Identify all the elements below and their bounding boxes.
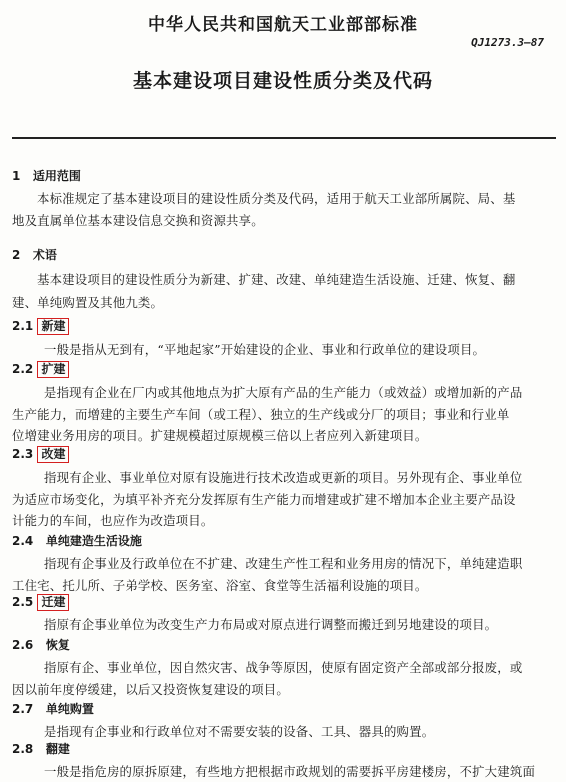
paragraph-line: 因以前年度停缓建，以后又投资恢复建设的项目。	[12, 682, 289, 697]
subsection-number: 2.7	[12, 702, 34, 716]
subsection-number: 2.8	[12, 742, 34, 756]
paragraph-line: 本标准规定了基本建设项目的建设性质分类及代码，适用于航天工业部所属院、局、基	[37, 191, 516, 206]
subsection-2-6-heading	[12, 636, 70, 653]
highlighted-term: 改建	[37, 446, 69, 463]
standard-organization: 中华人民共和国航天工业部部标准	[148, 15, 418, 35]
paragraph-line: 指现有企事业及行政单位在不扩建、改建生产性工程和业务用房的情况下，单纯建造职	[44, 556, 523, 571]
title-divider	[12, 137, 556, 139]
subsection-number: 2.5	[12, 595, 34, 609]
paragraph-line: 工住宅、托儿所、子弟学校、医务室、浴室、食堂等生活福利设施的项目。	[12, 578, 428, 593]
subsection-2-8-heading	[12, 740, 70, 757]
subsection-number: 2.4	[12, 534, 34, 548]
highlighted-term: 扩建	[37, 361, 69, 378]
subsection-2-5-heading	[12, 594, 69, 611]
section-number: 1	[12, 169, 21, 183]
subsection-number: 2.6	[12, 638, 34, 652]
paragraph-line: 为适应市场变化，为填平补齐充分发挥原有生产能力而增建或扩建不增加本企业主要产品设	[12, 492, 516, 507]
paragraph-line: 一般是指危房的原拆原建，有些地方把根据市政规划的需要拆平房建楼房，不扩大建筑面	[44, 764, 536, 779]
paragraph-line: 基本建设项目的建设性质分为新建、扩建、改建、单纯建造生活设施、迁建、恢复、翻	[37, 272, 516, 287]
highlighted-term: 迁建	[37, 594, 69, 611]
section-number: 2	[12, 248, 21, 262]
paragraph-line: 指现有企业、事业单位对原有设施进行技术改造或更新的项目。另外现有企、事业单位	[44, 470, 523, 485]
paragraph-line: 是指现有企业在厂内或其他地点为扩大原有产品的生产能力（或效益）或增加新的产品	[44, 385, 523, 400]
paragraph-line: 位增建业务用房的项目。扩建规模超过原规模三倍以上者应列入新建项目。	[12, 428, 428, 443]
paragraph-line: 地及直属单位基本建设信息交换和资源共享。	[12, 213, 264, 228]
document-title: 基本建设项目建设性质分类及代码	[132, 70, 433, 92]
highlighted-term: 新建	[37, 318, 69, 335]
section-title: 术语	[32, 248, 57, 262]
section-1-heading	[12, 167, 81, 184]
subsection-number: 2.1	[12, 319, 34, 333]
subsection-term: 单纯购置	[45, 702, 94, 716]
subsection-2-1-heading	[12, 318, 69, 335]
section-title: 适用范围	[32, 169, 81, 183]
subsection-2-3-heading	[12, 446, 69, 463]
subsection-number: 2.2	[12, 362, 34, 376]
subsection-term: 翻建	[45, 742, 70, 756]
subsection-term: 恢复	[45, 638, 70, 652]
subsection-2-7-heading	[12, 700, 94, 717]
paragraph-line: 是指现有企事业和行政单位对不需要安装的设备、工具、器具的购置。	[44, 724, 435, 739]
subsection-number: 2.3	[12, 447, 34, 461]
subsection-2-2-heading	[12, 361, 69, 378]
subsection-2-4-heading	[12, 532, 142, 549]
section-2-heading	[12, 246, 57, 263]
paragraph-line: 建、单纯购置及其他九类。	[12, 295, 164, 310]
paragraph-line: 计能力的车间，也应作为改造项目。	[12, 513, 214, 528]
paragraph-line: 指原有企、事业单位，因自然灾害、战争等原因，使原有固定资产全部或部分报废，或	[44, 660, 523, 675]
paragraph-line: 生产能力，而增建的主要生产车间（或工程）、独立的生产线或分厂的项目；事业和行业单	[12, 407, 510, 422]
paragraph-line: 指原有企事业单位为改变生产力布局或对原点进行调整而搬迁到另地建设的项目。	[44, 617, 498, 632]
subsection-term: 单纯建造生活设施	[45, 534, 142, 548]
standard-code: QJ1273.3—87	[471, 36, 544, 49]
paragraph-line: 一般是指从无到有，“平地起家”开始建设的企业、事业和行政单位的建设项目。	[44, 342, 486, 357]
